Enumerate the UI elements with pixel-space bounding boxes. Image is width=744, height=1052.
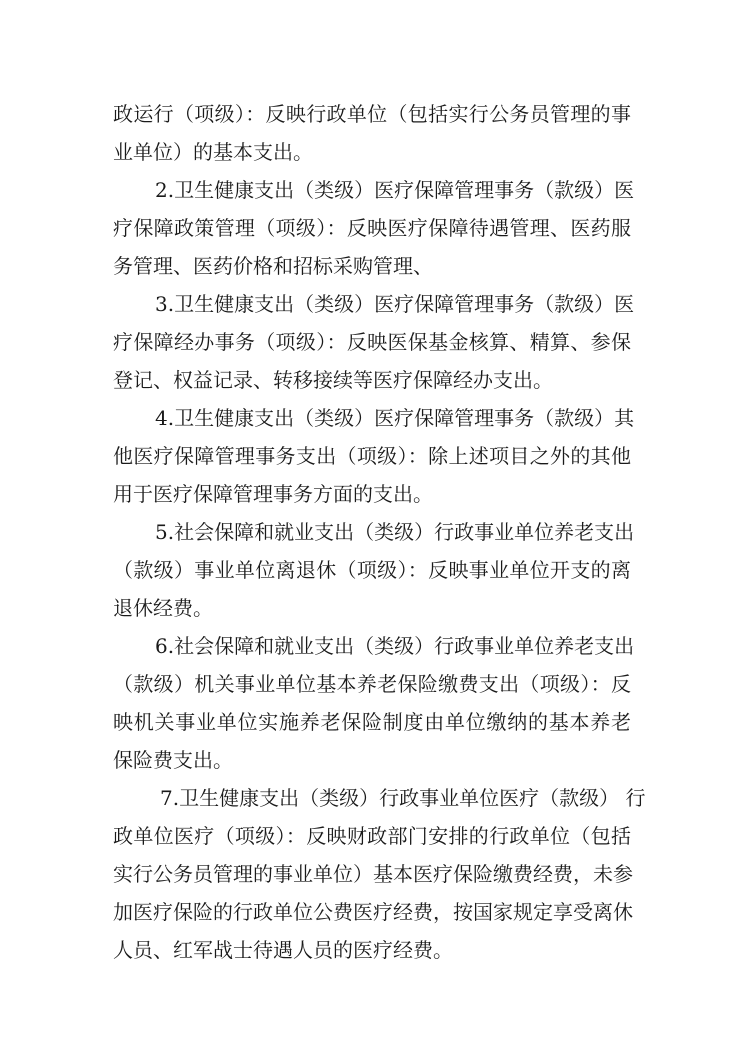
line-text: 登记、权益记录、转移接续等医疗保障经办支出。 xyxy=(113,368,553,392)
line-text: 退休经费。 xyxy=(113,596,213,620)
text-line-13 xyxy=(0,550,744,590)
line-text: 4.卫生健康支出（类级）医疗保障管理事务（款级）其 xyxy=(155,406,635,430)
line-text: 保险费支出。 xyxy=(113,748,233,772)
line-text: 他医疗保障管理事务支出（项级）：除上述项目之外的其他 xyxy=(113,444,631,468)
text-line-21 xyxy=(0,854,744,894)
line-text: 加医疗保险的行政单位公费医疗经费，按国家规定享受离休 xyxy=(113,900,633,924)
text-line-17 xyxy=(0,702,744,742)
line-text: 映机关事业单位实施养老保险制度由单位缴纳的基本养老 xyxy=(113,710,631,734)
line-text: 5.社会保障和就业支出（类级）行政事业单位养老支出 xyxy=(155,520,635,544)
line-text: 7.卫生健康支出（类级）行政事业单位医疗（款级） 行 xyxy=(160,786,646,810)
line-text: 务管理、医药价格和招标采购管理、 xyxy=(113,254,433,278)
text-line-23 xyxy=(0,930,744,970)
text-line-16 xyxy=(0,664,744,704)
line-text: 人员、红军战士待遇人员的医疗经费。 xyxy=(113,938,453,962)
text-line-12 xyxy=(0,512,744,552)
line-text: 2.卫生健康支出（类级）医疗保障管理事务（款级）医 xyxy=(155,178,635,202)
line-text: 疗保障经办事务（项级）：反映医保基金核算、精算、参保 xyxy=(113,330,631,354)
text-line-1 xyxy=(0,94,744,134)
line-text: 业单位）的基本支出。 xyxy=(113,140,313,164)
line-text: 实行公务员管理的事业单位）基本医疗保险缴费经费，未参 xyxy=(113,862,633,886)
text-line-15 xyxy=(0,626,744,666)
text-line-2 xyxy=(0,132,744,172)
text-line-5 xyxy=(0,246,744,286)
line-text: 政单位医疗（项级）：反映财政部门安排的行政单位（包括 xyxy=(113,824,631,848)
text-line-4 xyxy=(0,208,744,248)
line-text: （款级）事业单位离退休（项级）：反映事业单位开支的离 xyxy=(113,558,631,582)
text-line-20 xyxy=(0,816,744,856)
line-text: （款级）机关事业单位基本养老保险缴费支出（项级）：反 xyxy=(113,672,631,696)
line-text: 3.卫生健康支出（类级）医疗保障管理事务（款级）医 xyxy=(155,292,635,316)
text-line-14 xyxy=(0,588,744,628)
line-text: 疗保障政策管理（项级）：反映医疗保障待遇管理、医药服 xyxy=(113,216,631,240)
text-line-18 xyxy=(0,740,744,780)
text-line-10 xyxy=(0,436,744,476)
text-line-19 xyxy=(0,778,744,818)
text-line-9 xyxy=(0,398,744,438)
line-text: 用于医疗保障管理事务方面的支出。 xyxy=(113,482,433,506)
text-line-8 xyxy=(0,360,744,400)
line-text: 政运行（项级）：反映行政单位（包括实行公务员管理的事 xyxy=(113,102,631,126)
text-line-22 xyxy=(0,892,744,932)
line-text: 6.社会保障和就业支出（类级）行政事业单位养老支出 xyxy=(155,634,635,658)
text-line-7 xyxy=(0,322,744,362)
text-line-3 xyxy=(0,170,744,210)
text-line-11 xyxy=(0,474,744,514)
text-line-6 xyxy=(0,284,744,324)
